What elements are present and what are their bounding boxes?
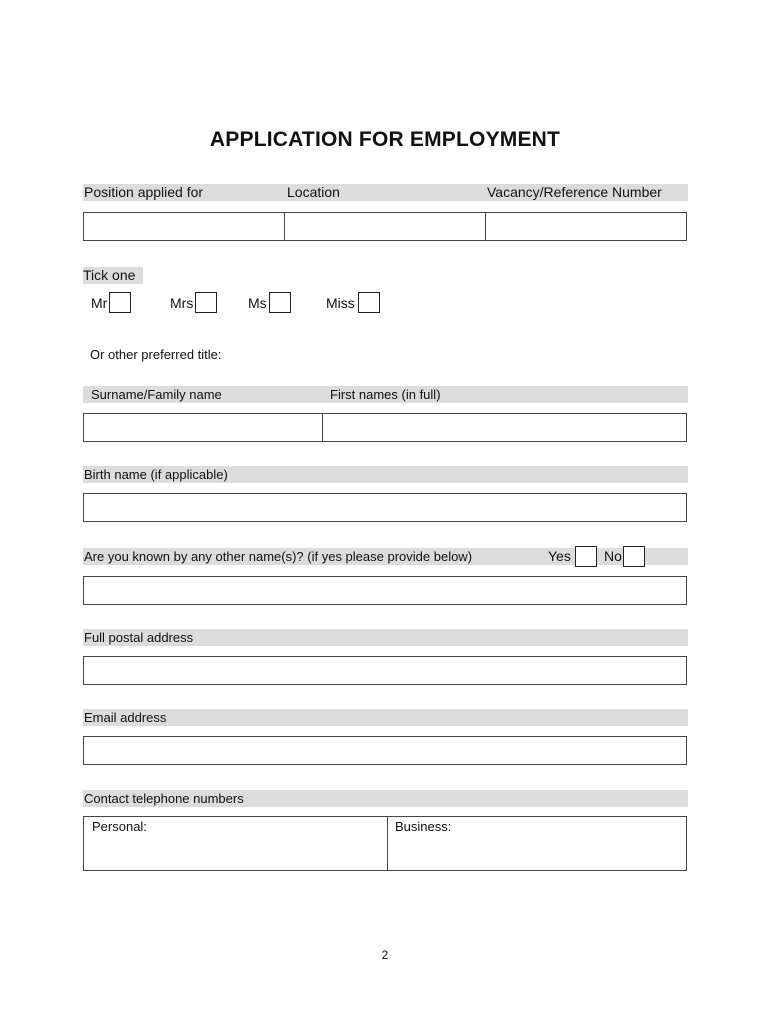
vacancy-label: Vacancy/Reference Number	[487, 184, 662, 200]
other-names-question: Are you known by any other name(s)? (if yes please provide below)	[84, 549, 473, 564]
other-names-yes-checkbox[interactable]	[575, 546, 597, 567]
page-number: 2	[381, 948, 389, 962]
location-label: Location	[287, 184, 340, 200]
birth-name-field[interactable]	[83, 493, 687, 522]
postal-address-field[interactable]	[83, 656, 687, 685]
name-fields-row	[83, 413, 687, 442]
personal-phone-label: Personal:	[92, 819, 147, 834]
position-header-band	[83, 184, 688, 201]
surname-label: Surname/Family name	[91, 387, 222, 402]
title-mrs-label: Mrs	[170, 295, 194, 311]
email-field[interactable]	[83, 736, 687, 765]
first-names-field[interactable]	[323, 414, 686, 441]
other-names-no-label: No	[604, 548, 622, 564]
birth-name-label: Birth name (if applicable)	[84, 467, 228, 482]
other-names-field[interactable]	[83, 576, 687, 605]
title-mr-checkbox[interactable]	[109, 292, 131, 313]
telephone-band	[83, 790, 688, 807]
business-phone-field[interactable]	[388, 817, 686, 870]
position-label: Position applied for	[84, 184, 204, 200]
title-mrs-checkbox[interactable]	[195, 292, 217, 313]
title-miss-checkbox[interactable]	[358, 292, 380, 313]
location-field[interactable]	[285, 213, 486, 240]
business-phone-label: Business:	[395, 819, 452, 834]
other-names-yes-label: Yes	[548, 548, 571, 564]
other-names-no-checkbox[interactable]	[623, 546, 645, 567]
surname-field[interactable]	[84, 414, 323, 441]
tick-one-label: Tick one	[83, 267, 136, 283]
telephone-label: Contact telephone numbers	[84, 791, 244, 806]
title-mr-label: Mr	[91, 295, 108, 311]
email-band	[83, 709, 688, 726]
postal-address-band	[83, 629, 688, 646]
position-fields-row	[83, 212, 687, 241]
birth-name-band	[83, 466, 688, 483]
title-ms-label: Ms	[248, 295, 267, 311]
vacancy-field[interactable]	[486, 213, 686, 240]
personal-phone-field[interactable]	[84, 817, 388, 870]
other-title-label: Or other preferred title:	[90, 347, 222, 362]
other-names-band	[83, 548, 688, 565]
title-miss-label: Miss	[326, 295, 355, 311]
position-field[interactable]	[84, 213, 285, 240]
name-header-band	[83, 386, 688, 403]
page-title: APPLICATION FOR EMPLOYMENT	[209, 128, 561, 151]
email-label: Email address	[84, 710, 167, 725]
postal-address-label: Full postal address	[84, 630, 194, 645]
title-ms-checkbox[interactable]	[269, 292, 291, 313]
telephone-fields-row	[83, 816, 687, 871]
tick-one-band	[83, 267, 143, 284]
first-names-label: First names (in full)	[330, 387, 441, 402]
